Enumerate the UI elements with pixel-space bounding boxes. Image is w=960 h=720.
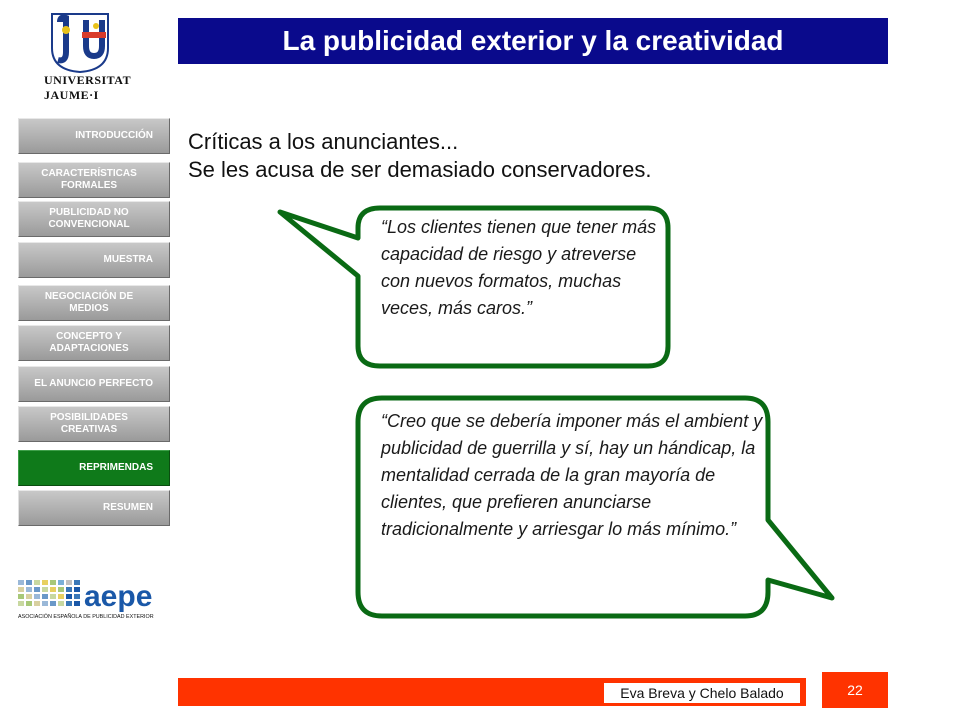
footer-authors: Eva Breva y Chelo Balado (604, 683, 800, 703)
aepe-tagline: ASOCIACIÓN ESPAÑOLA DE PUBLICIDAD EXTERIOR (18, 614, 154, 620)
heading-line-1: Críticas a los anunciantes... (188, 129, 459, 154)
logo-line1: UNIVERSITAT (44, 73, 132, 87)
nav-label: INTRODUCCIÓN (75, 130, 153, 141)
nav-label: EL ANUNCIO PERFECTO (34, 378, 153, 389)
nav-label: PUBLICIDAD NO CONVENCIONAL (48, 207, 130, 230)
aepe-name: aepe (84, 580, 153, 613)
nav-label: CARACTERÍSTICAS FORMALES (41, 168, 137, 191)
heading-line-2: Se les acusa de ser demasiado conservadores. (188, 157, 652, 182)
nav-label: REPRIMENDAS (79, 462, 153, 473)
nav-label: MUESTRA (103, 254, 153, 265)
page-title: La publicidad exterior y la creatividad (178, 18, 888, 64)
nav-label: NEGOCIACIÓN DE MEDIOS (44, 291, 134, 314)
quote-1: “Los clientes tienen que tener más capacidad de riesgo y atreverse con nuevos formatos, muchas veces, más caros.” (381, 217, 657, 318)
quote-2: “Creo que se debería imponer más el ambient y publicidad de guerrilla y sí, hay un hándicap, la mentalidad cerrada de la gran mayoría de clientes, que prefieren anunciarse tradicionalmente y arriesgar lo más mínimo.” (381, 411, 763, 539)
nav-label: POSIBILIDADES CREATIVAS (50, 412, 128, 435)
logo-line2: JAUME·I (44, 88, 99, 102)
nav-label: CONCEPTO Y ADAPTACIONES (49, 331, 129, 354)
nav-label: RESUMEN (102, 502, 153, 513)
page-number: 22 (822, 672, 888, 708)
